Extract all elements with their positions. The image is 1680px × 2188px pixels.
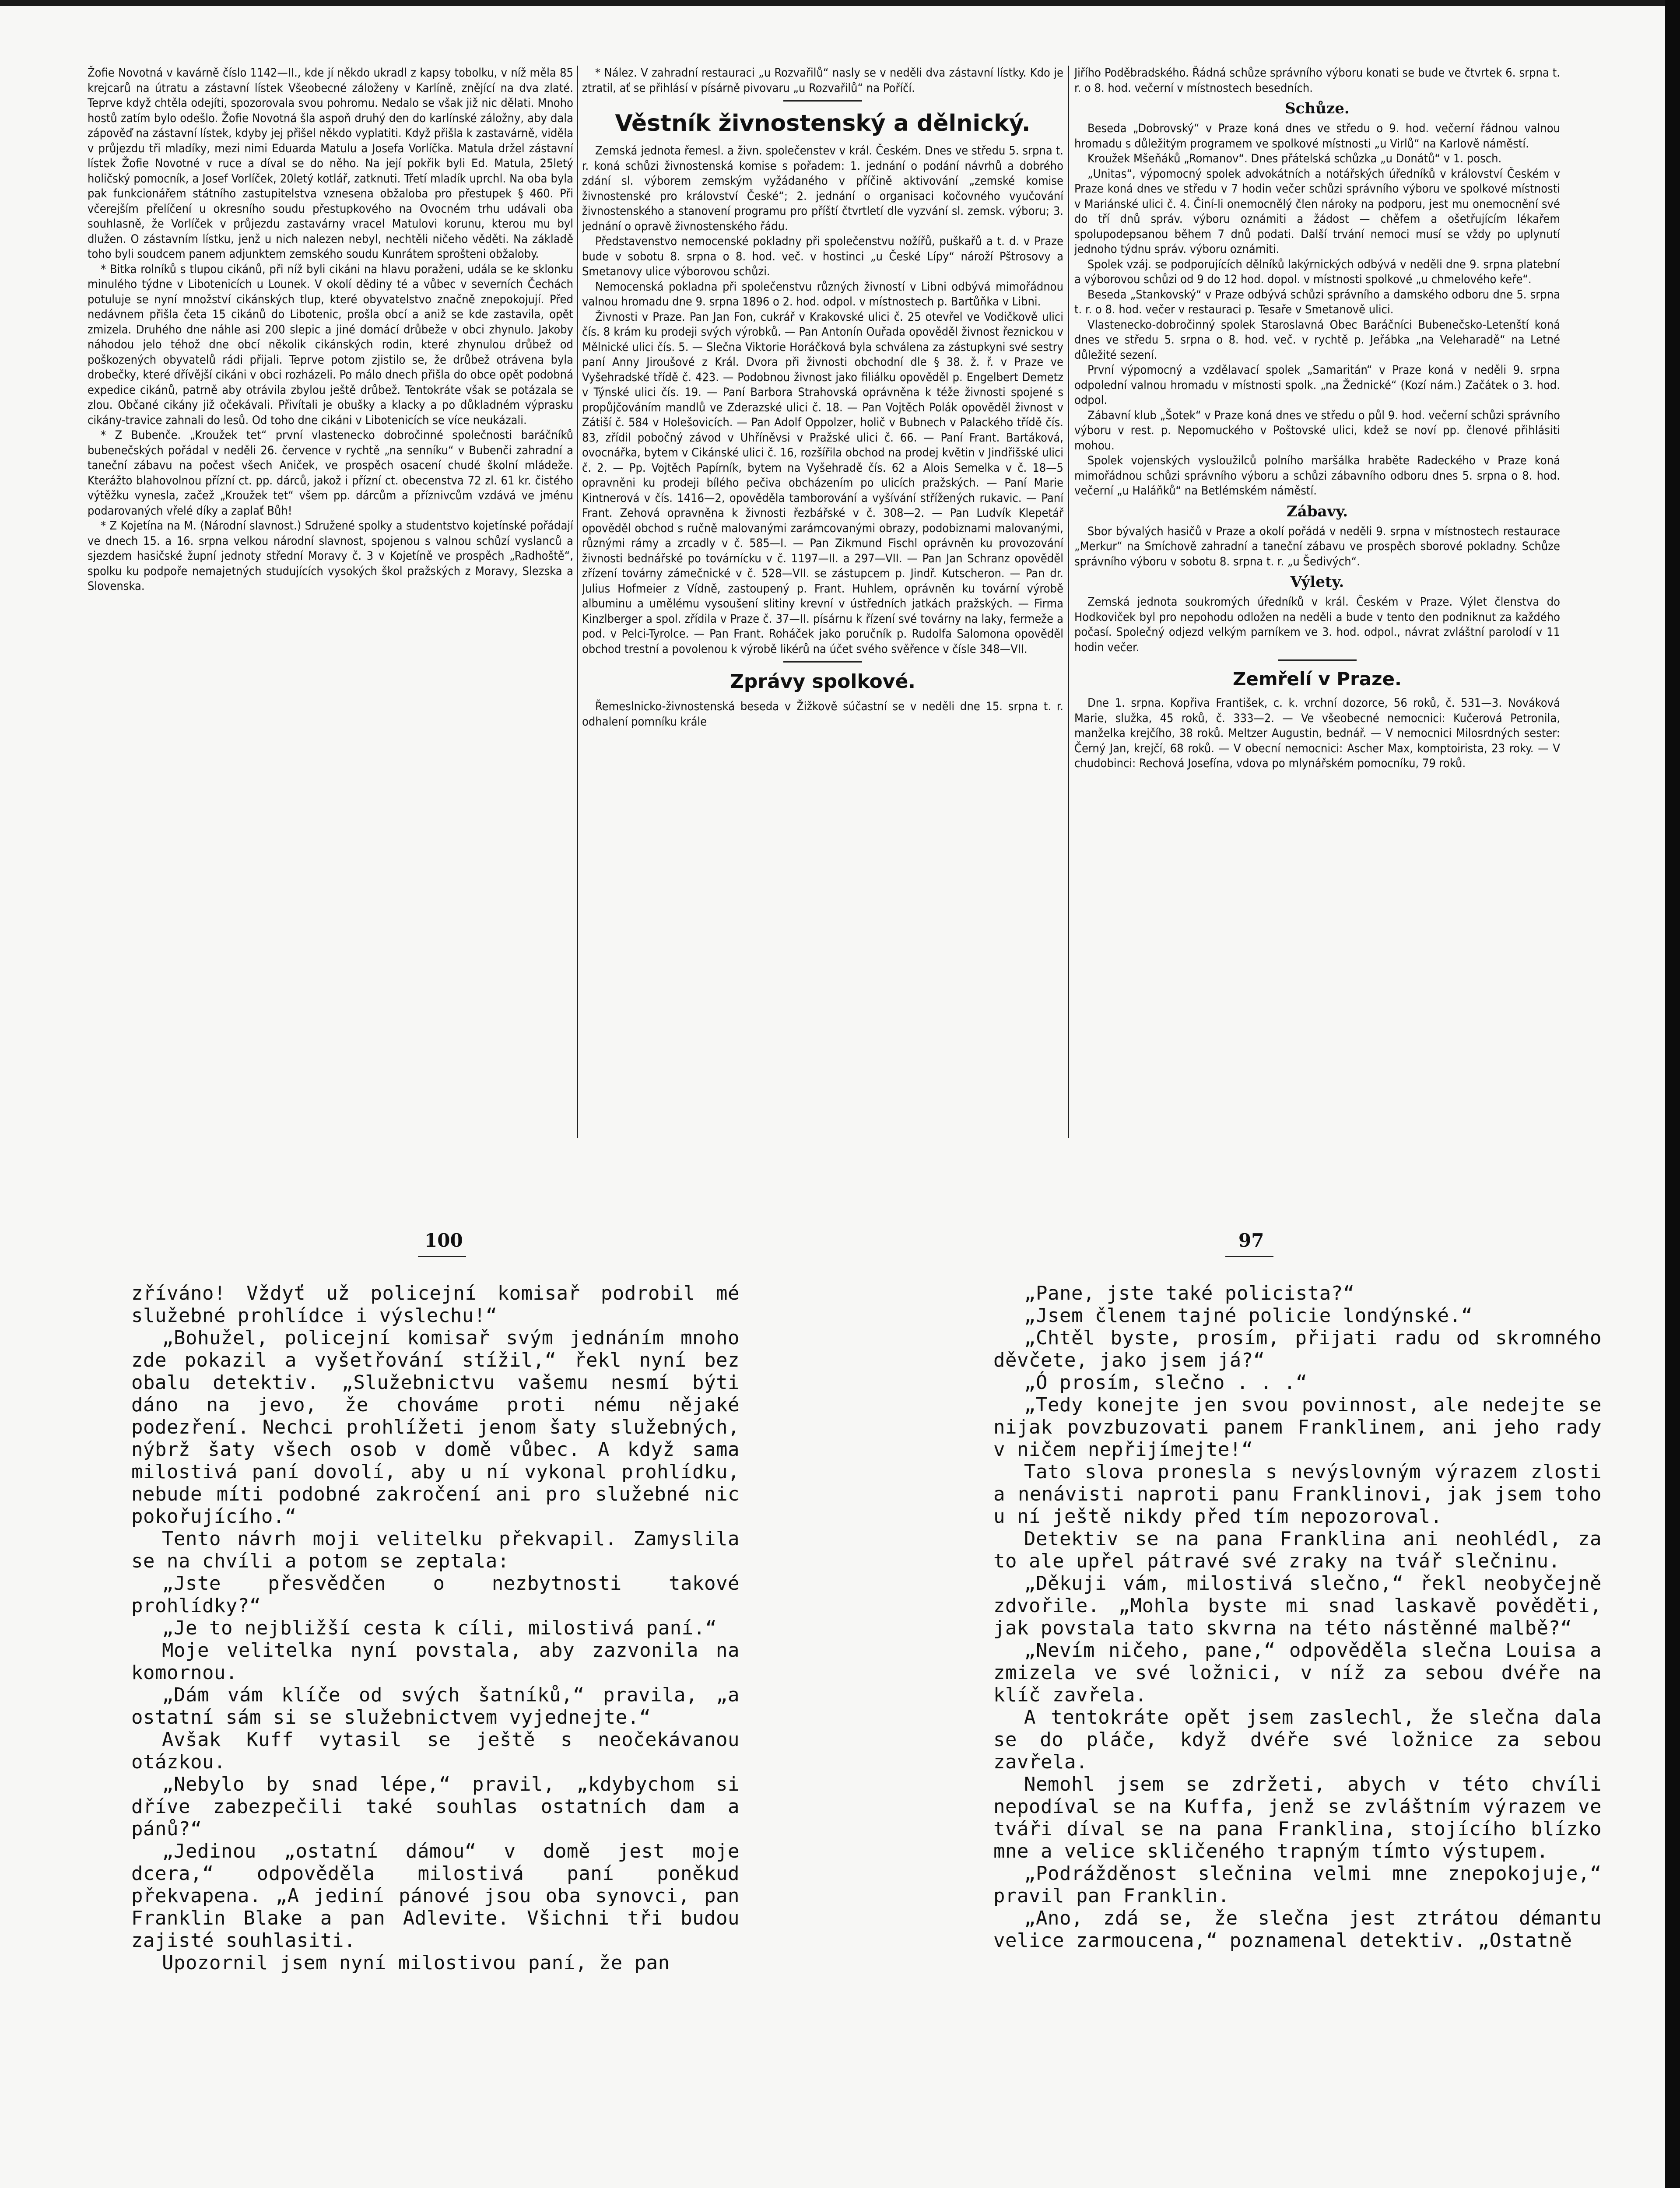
news-paragraph: Dne 1. srpna. Kopřiva František, c. k. vrchní dozorce, 56 roků, č. 531—3. Nováková Marie, služka, 45 roků, č. 333—2. — Ve všeobecné nemocnici: Kučerová Petronila, manželka krejčího, 38 roků. Meltzer Augustin, bednář. — V nemocnici Milosrdných sester: Černý Jan, krejčí, 68 roků. — V obecní nemocnici: Ascher Max, komptoirista, 23 roky. — V chudobinci: Rechová Josefína, vdova po mlynářském pomocníku, 79 roků.: [1074, 696, 1560, 770]
news-paragraph: Zemská jednota soukromých úředníků v král. Českém v Praze. Výlet členstva do Hodkoviček byl pro nepohodu odložen na neděli a bude v tento den podniknut za každého počasí. Společný odjezd velkým parníkem ve 3. hod. odpol., návrat zvláštní parolodí v 11 hodin večer.: [1074, 595, 1560, 654]
book-paragraph: „Jste přesvědčen o nezbytnosti takové prohlídky?“: [131, 1572, 740, 1617]
news-paragraph: Zemská jednota řemesl. a živn. společenstev v král. Českém. Dnes ve středu 5. srpna t. r. koná schůzi živnostenská komise s pořadem: 1. jednání o podání návrhů a dobrého zdání sl. výborem zemským vyžádaného v příčině aktivování „zemské komise živnostenské pro království České“; 2. jednání o organisaci kočovného vyučování živnostenského a stanovení programu pro příští čtvrtletí dle vyzvání sl. zemsk. výboru; 3. jednání o opravě živnostenského řádu.: [582, 144, 1063, 233]
news-paragraph: * Z Bubenče. „Kroužek tet“ první vlastenecko dobročinné společnosti baráčníků bubenečských pořádal v neděli 26. července v rychtě „na senníku“ v Bubenči zahradní a taneční zábavu na počest všech Aniček, ve prospěch osacení chudé školní mládeže. Kterážto blahovolnou přízní ct. pp. dárců, jakož i přízní ct. obecenstva 72 zl. 61 kr. čistého výtěžku vynesla, začež „Kroužek tet“ všem pp. dárcům a příznivcům vzdává ve jménu podarovaných vřelé díky a zaplať Bůh!: [88, 428, 573, 518]
book-paragraph: „Jedinou „ostatní dámou“ v domě jest moje dcera,“ odpověděla milostivá paní poněkud překvapena. „A jediní pánové jsou oba synovci, pan Franklin Blake a pan Adlevite. Všichni tři budou zajisté souhlasiti.: [131, 1840, 740, 1952]
book-paragraph: „Chtěl byste, prosím, přijati radu od skromného děvčete, jako jsem já?“: [993, 1327, 1602, 1371]
news-column-1: [88, 66, 573, 1142]
book-paragraph: „Ó prosím, slečno . . .“: [1024, 1371, 1308, 1394]
news-paragraph: Beseda „Stankovský“ v Praze odbývá schůzi správního a damského odboru dne 5. srpna t. r. o 8. hod. večer v restauraci p. Tesaře v Smetanově ulici.: [1074, 288, 1560, 316]
page-number-left: 100: [424, 1230, 463, 1251]
news-paragraph: Nemocenská pokladna při společenstvu různých živností v Libni odbývá mimořádnou valnou hromadu dne 9. srpna 1896 o 2. hod. odpol. v místnostech p. Bartůňka v Libni.: [582, 280, 1063, 309]
book-paragraph: „Tedy konejte jen svou povinnost, ale nedejte se nijak povzbuzovati panem Franklinem, ani jeho rady v ničem nepřijímejte!“: [993, 1394, 1602, 1461]
book-page-left: [131, 1282, 740, 1974]
section-divider: [783, 100, 862, 102]
book-paragraph: „Bohužel, policejní komisař svým jednáním mnoho zde pokazil a vyšetřování stížil,“ řekl nyní bez obalu detektiv. „Služebnictvu vašemu nesmí býti dáno na jevo, že chováme proti nému nějaké podezření. Nechci prohlížeti jenom šaty služebných, nýbrž šaty všech osob v domě vůbec. A když sama milostivá paní dovolí, aby u ní vykonal prohlídku, nebude míti podobné zakročení ani pro služebné nic pokořujícího.“: [131, 1327, 740, 1528]
book-paragraph: „Děkuji vám, milostivá slečno,“ řekl neobyčejně zdvořile. „Mohla byste mi snad laskavě pověděti, jak povstala tato skvrna na této nástěnné malbě?“: [993, 1572, 1602, 1639]
news-paragraph: * Z Kojetína na M. (Národní slavnost.) Sdružené spolky a studentstvo kojetínské pořádají ve dnech 15. a 16. srpna velkou národní slavnost, spojenou s valnou schůzí vyslanců a sjezdem hasičské župní jednoty střední Moravy č. 3 v Kojetíně ve prospěch „Radhoště“, spolku ku podpoře nemajetných studujících vysokých škol pražských z Moravy, Slezska a Slovenska.: [88, 519, 573, 593]
page-number-right: 97: [1238, 1230, 1264, 1251]
column-rule: [1068, 66, 1069, 1138]
section-heading: Věstník živnostenský a dělnický.: [615, 110, 1031, 137]
news-paragraph: Žofie Novotná v kavárně číslo 1142—II., kde jí někdo ukradl z kapsy tobolku, v níž měla 85 krejcarů na útratu a zástavní lístek Všeobecné záloženy v Karlíně, znějící na dva zlaté. Teprve když chtěla odejíti, spozorovala svou pohromu. Nedalo se však již nic dělati. Mnoho hostů zatím bylo odešlo. Žofie Novotná šla aspoň druhý den do karlínské záložny, aby dala zápověď na zástavní lístek, kdyby jej přišel někdo vyplatiti. Když přišla k zastavárně, viděla v průjezdu tři mladíky, mezi nimi Eduarda Matulu a Josefa Vorlíčka. Matula držel zástavní lístek Žofie Novotné v ruce a díval se do něho. Na její pokřik byli Ed. Matula, 25letý holičský pomocník, a Josef Vorlíček, 20letý kotlář, zatknuti. Třetí mladík uprchl. Na oba byla pak funkcionářem státního zastupitelstva vznesena obžaloba pro přestupek § 460. Při včerejším přelíčení u okresního soudu přestupkového na Ovocném trhu udávali oba souhlasně, že Vorlíček v průjezdu zastavárny vracel Matulovi korunu, kterou mu byl dlužen. O zástavním lístku, jenž u nich nalezen nebyl, nechtěli ničeho věděti. Na základě toho byli soudcem panem adjunktem zemského soudu Kunrátem sprošteni obžaloby.: [88, 66, 573, 261]
section-heading: Zprávy spolkové.: [730, 670, 915, 693]
book-page-right: [993, 1282, 1602, 1952]
news-paragraph: * Nález. V zahradní restauraci „u Rozvařilů“ nasly se v neděli dva zástavní lístky. Kdo je ztratil, ať se přihlásí v písárně pivovaru „u Rozvařilů“ na Poříčí.: [582, 66, 1063, 95]
news-paragraph: * Bitka rolníků s tlupou cikánů, při níž byli cikáni na hlavu poraženi, udála se ke sklonku minulého týdne v Libotenicích u Lounek. V okolí dědiny té a vůbec v severních Čechách potuluje se nyní množství cikánských tlup, které obyvatelstvo značně znepokojují. Před nedávnem přišla četa 15 cikánů do Libotenic, prošla obcí a aniž se kde zastavila, opět zmizela. Druhého dne náhle asi 200 slepic a jiné domácí drůbeže v obci zhynulo. Jakoby náhodou jelo téhož dne obcí několik cikánských rodin, které zhynulou drůbež od poškozených obyvatelů rádi přijali. Teprve potom zjistilo se, že drůbež otrávena byla drobečky, které dřívější cikáni v obci rozházeli. Po málo dnech přišla do obce opět podobná expedice cikánů, patrně aby otrávila zbylou ještě drůbež. Tentokráte však se potázala se zlou. Občané cikány již očekávali. Přivítali je obušky a klacky a po důkladném výprasku cikány-travice zahnali do lesů. Od toho dne cikáni v Libotenicích se více neukázali.: [88, 262, 573, 427]
section-heading: Schůze.: [1285, 100, 1350, 117]
book-paragraph: Nemohl jsem se zdržeti, abych v této chvíli nepodíval se na Kuffa, jenž se zvláštním výrazem ve tváři díval se na pana Franklina, stojícího blízko mne a velice skličeného trapným tímto výstupem.: [993, 1773, 1602, 1862]
book-paragraph: Tento návrh moji velitelku překvapil. Zamyslila se na chvíli a potom se zeptala:: [131, 1528, 740, 1572]
section-heading: Zábavy.: [1286, 502, 1348, 520]
book-paragraph: „Dám vám klíče od svých šatníků,“ pravila, „a ostatní sám si se služebnictvem vyjednejte.“: [131, 1684, 740, 1729]
book-paragraph: Avšak Kuff vytasil se ještě s neočekávanou otázkou.: [131, 1729, 740, 1773]
news-paragraph: Spolek vzáj. se podporujících dělníků lakýrnických odbývá v neděli dne 9. srpna platební a výborovou schůzi od 9 do 12 hod. dopol. v místnosti spolkové „u chmelového keře“.: [1074, 257, 1560, 286]
news-paragraph: Beseda „Dobrovský“ v Praze koná dnes ve středu o 9. hod. večerní řádnou valnou hromadu s důležitým programem ve spolkové místnosti „u Virlů“ na Karlově náměstí.: [1074, 122, 1560, 151]
newspaper-clipping: [88, 66, 1562, 1133]
news-paragraph: Jiřího Poděbradského. Řádná schůze správního výboru konati se bude ve čtvrtek 6. srpna t. r. o 8. hod. večerní v místnostech besedních.: [1074, 66, 1560, 95]
news-paragraph: Kroužek Mšeňáků „Romanov“. Dnes přátelská schůzka „u Donátů“ v 1. posch.: [1087, 152, 1502, 165]
book-paragraph: „Ano, zdá se, že slečna jest ztrátou démantu velice zarmoucena,“ poznamenal detektiv. „Ostatně: [993, 1907, 1602, 1952]
news-paragraph: Řemeslnicko-živnostenská beseda v Žižkově súčastní se v neděli dne 15. srpna t. r. odhalení pomníku krále: [582, 700, 1063, 729]
column-rule: [577, 66, 578, 1138]
book-paragraph: A tentokráte opět jsem zaslechl, že slečna dala se do pláče, když dvéře své ložnice za sebou zavřela.: [993, 1706, 1602, 1773]
book-paragraph: Upozornil jsem nyní milostivou paní, že pan: [162, 1952, 670, 1974]
book-paragraph: Detektiv se na pana Franklina ani neohlédl, za to ale upřel pátravé své zraky na tvář slečninu.: [993, 1528, 1602, 1572]
news-column-3: [1074, 66, 1560, 1142]
book-paragraph: „Nebylo by snad lépe,“ pravil, „kdybychom si dříve zabezpečili také souhlas ostatních dam a pánů?“: [131, 1773, 740, 1840]
book-paragraph: zříváno! Vždyť už policejní komisař podrobil mé služebné prohlídce i výslechu!“: [131, 1282, 740, 1327]
scan-top-edge: [0, 0, 1680, 6]
page-number-underline: [1225, 1256, 1273, 1257]
news-paragraph: Vlastenecko-dobročinný spolek Staroslavná Obec Baráčníci Bubenečsko-Letenští koná dnes ve středu 5. srpna o 8. hod. več. v rychtě p. Jeřábka „na Veleharadě“ na Letné důležité sezení.: [1074, 318, 1560, 362]
section-divider: [783, 661, 862, 663]
book-paragraph: „Nevím ničeho, pane,“ odpověděla slečna Louisa a zmizela ve své ložnici, v níž za sebou dvéře na klíč zavřela.: [993, 1639, 1602, 1706]
book-paragraph: Moje velitelka nyní povstala, aby zazvonila na komornou.: [131, 1639, 740, 1684]
news-paragraph: Zábavní klub „Šotek“ v Praze koná dnes ve středu o půl 9. hod. večerní schůzi správního výboru v rest. p. Nepomuckého v Poštovské ulici, kdež se noví pp. členové přihlásiti mohou.: [1074, 408, 1560, 452]
news-paragraph: Sbor bývalých hasičů v Praze a okolí pořádá v neděli 9. srpna v místnostech restaurace „Merkur“ na Smíchově zahradní a taneční zábavu ve prospěch sborové pokladny. Schůze správního výboru v sobotu 8. srpna t. r. „u Šedivých“.: [1074, 524, 1560, 568]
news-paragraph: Živnosti v Praze. Pan Jan Fon, cukrář v Krakovské ulici č. 25 otevřel ve Vodičkově ulici čís. 8 krám ku prodeji svých výrobků. — Pan Antonín Ouřada opověděl živnost řeznickou v Mělnické ulici čís. 5. — Slečna Viktorie Horáčková byla schválena za zástupkyni své sestry paní Anny Jiroušové z Král. Dvora při živnosti obchodní dle § 38. ž. ř. v Praze ve Vyšehradské třídě č. 423. — Podobnou živnost jako filiálku opověděl p. Engelbert Demetz v Týnské ulici čís. 19. — Paní Barbora Strahovská oprávněna k téže živnosti spojené s propůjčováním mandlů ve Zderazské ulici č. 18. — Pan Vojtěch Polák opověděl živnost v Zátiší č. 584 v Holešovicích. — Pan Adolf Oppolzer, holič v Bubnech v Palackého třídě čís. 83, zřídil pobočný závod v Uhříněvsi v Pražské ulici č. 66. — Paní Frant. Bartáková, ovocnářka, bytem v Cikánské ulici č. 16, rozšířila obchod na prodej květin v Jindřišské ulici č. 2. — Pp. Vojtěch Papírník, bytem na Vyšehradě čís. 62 a Alois Semelka v č. 18—5 opravněni ku prodeji bílého pečiva obcházením po ulicích pražských. — Paní Marie Kintnerová v čís. 1416—2, opověděla tamborování a vyšívání střížených rukavic. — Paní Frant. Zehová opravněna k živnosti řezbářské v č. 308—2. — Pan Ludvík Klepetář opověděl obchod s ručně malovanými zarámcovanými obrazy, podobiznami malovanými, různými rámy a zrcadly v č. 585—I. — Pan Zikmund Fischl oprávněn ku provozování živnosti bednářské po továrnícku v č. 1197—II. a 297—VII. — Pan Jan Schranz opověděl zřízení továrny zámečnické v č. 528—VII. se zástupcem p. Jindř. Kutscheron. — Pan dr. Julius Hofmeier z Vídně, zastoupený p. Frant. Huhlem, oprávněn ku tovární výrobě albuminu a umělému vysoušení slitiny krevní v ústředních jatkách pražských. — Firma Kinzlberger a spol. zřídila v Praze č. 37—II. písárnu k řízení své továrny na laky, fermeže a pod. v Pelci-Tyrolce. — Pan Frant. Roháček jako poručník p. Rudolfa Salomona opověděl obchod trestní a povolenou k výrobě likérů na účet svého svěřence v čísle 348—VII.: [582, 310, 1063, 656]
book-paragraph: „Pane, jste také policista?“: [1024, 1282, 1355, 1304]
book-paragraph: „Je to nejbližší cesta k cíli, milostivá paní.“: [162, 1617, 717, 1639]
news-paragraph: Představenstvo nemocenské pokladny při společenstvu nožířů, puškařů a t. d. v Praze bude v sobotu 8. srpna o 8. hod. več. v hostinci „u České Lípy“ nároží Pštrosovy a Smetanovy ulice výborovou schůzi.: [582, 235, 1063, 278]
news-paragraph: Spolek vojenských vysloužilců polního maršálka hraběte Radeckého v Praze koná mimořádnou schůzi správního výboru a schůzi zábavního odboru dnes 5. srpna o 8. hod. večerní „u Haláňků“ na Betlémském náměstí.: [1074, 454, 1560, 498]
section-heading: Výlety.: [1290, 573, 1344, 591]
section-heading: Zemřelí v Praze.: [1232, 668, 1402, 690]
book-paragraph: „Jsem členem tajné policie londýnské.“: [1024, 1304, 1473, 1327]
section-divider: [1278, 659, 1357, 661]
book-paragraph: Tato slova pronesla s nevýslovným výrazem zlosti a nenávisti naproti panu Franklinovi, jak jsem toho u ní ještě nikdy před tím nepozoroval.: [993, 1461, 1602, 1528]
page-number-underline: [418, 1256, 466, 1257]
book-paragraph: „Podrážděnost slečnina velmi mne znepokojuje,“ pravil pan Franklin.: [993, 1862, 1602, 1907]
news-column-2: [582, 66, 1063, 1142]
news-paragraph: První výpomocný a vzdělavací spolek „Samaritán“ v Praze koná v neděli 9. srpna odpolední valnou hromadu v místnosti spolk. „na Žednické“ (Kozí nám.) Začátek o 3. hod. odpol.: [1074, 363, 1560, 407]
scan-right-edge: [1665, 0, 1680, 2188]
news-paragraph: „Unitas“, výpomocný spolek advokátních a notářských úředníků v království Českém v Praze koná dnes ve středu v 7 hodin večer schůzi správního výboru ve spolkové místnosti v Mariánské ulici č. 4. Činí-li onemocnělý člen nároky na podporu, jest mu onemocnění své do tří dnů správ. výboru oznámiti a žádost — chěfem a ošetřujícím lékařem spolupodepsanou během 7 dnů podati. Další trvání nemoci musí se vždy po uplynutí jednoho týdnu správ. výboru oznámiti.: [1074, 167, 1560, 256]
